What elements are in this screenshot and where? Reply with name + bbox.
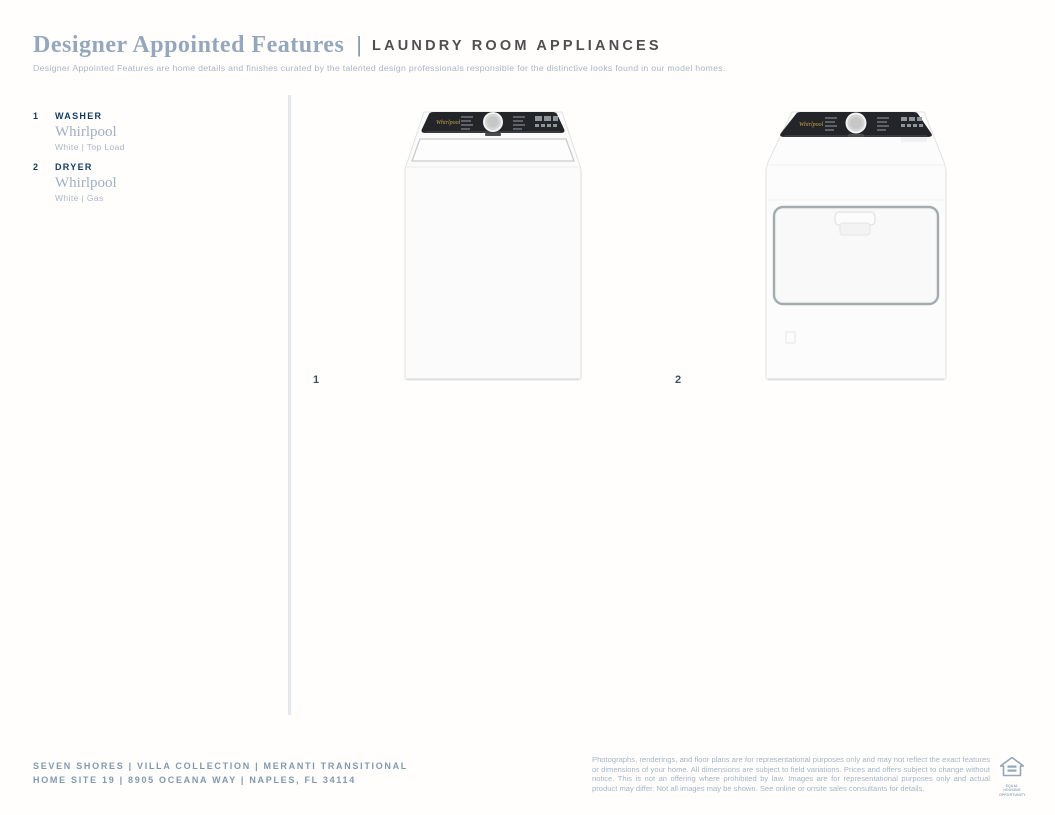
equal-housing-label-line1: EQUAL HOUSING <box>1003 784 1021 792</box>
dryer-callout-number: 2 <box>675 374 682 386</box>
feature-number: 2 <box>33 162 40 172</box>
footer-community-info <box>33 759 408 787</box>
equal-housing-label-line2: OPPORTUNITY <box>999 793 1026 797</box>
whirlpool-logo: Whirlpool <box>799 122 824 128</box>
dryer-door-handle <box>835 212 875 235</box>
footer-disclaimer: Photographs, renderings, and floor plans are for representational purposes only and may not reflect the exact features or dimensions of your home. All dimensions are subject to field variations. Prices and offers subject to change without notice. This is not an offering where prohibited by law. Images are for representational purposes only and actual product may differ. Not all images may be shown. See online or onsite sales consultants for details. <box>592 755 990 794</box>
feature-head <box>33 162 273 172</box>
feature-detail-block <box>33 175 273 203</box>
page-subtitle: Designer Appointed Features are home details and finishes curated by the talented design professionals responsible for the distinctive looks found in our model homes. <box>33 63 726 73</box>
page-title: Designer Appointed Features <box>33 32 345 58</box>
feature-list <box>33 111 273 213</box>
feature-type: WASHER <box>55 111 103 121</box>
equal-housing-house-icon <box>1000 757 1024 778</box>
title-separator: | <box>356 32 363 57</box>
list-item-dryer <box>33 162 273 203</box>
dryer-illustration <box>763 110 948 382</box>
title-row <box>33 32 1023 59</box>
feature-detail-block <box>33 124 273 152</box>
washer-callout-number: 1 <box>313 374 320 386</box>
feature-brand: Whirlpool <box>55 175 117 191</box>
footer-line-community: SEVEN SHORES | VILLA COLLECTION | MERANTI TRANSITIONAL <box>33 761 409 771</box>
page-category: LAUNDRY ROOM APPLIANCES <box>372 38 662 54</box>
dryer-image <box>763 110 948 382</box>
feature-head <box>33 111 273 121</box>
vertical-divider <box>288 95 291 715</box>
header <box>33 32 1023 73</box>
list-item-washer <box>33 111 273 152</box>
feature-details: White | Top Load <box>55 142 125 152</box>
feature-number: 1 <box>33 111 40 121</box>
feature-brand: Whirlpool <box>55 124 117 140</box>
feature-type: DRYER <box>55 162 93 172</box>
equal-housing-logo <box>999 757 1025 797</box>
footer-line-address: HOME SITE 19 | 8905 OCEANA WAY | NAPLES, FL 34114 <box>33 775 356 785</box>
washer-image <box>403 110 583 382</box>
washer-lid <box>412 139 574 161</box>
whirlpool-logo: Whirlpool <box>436 120 461 126</box>
feature-details: White | Gas <box>55 193 104 203</box>
washer-illustration <box>403 110 583 382</box>
